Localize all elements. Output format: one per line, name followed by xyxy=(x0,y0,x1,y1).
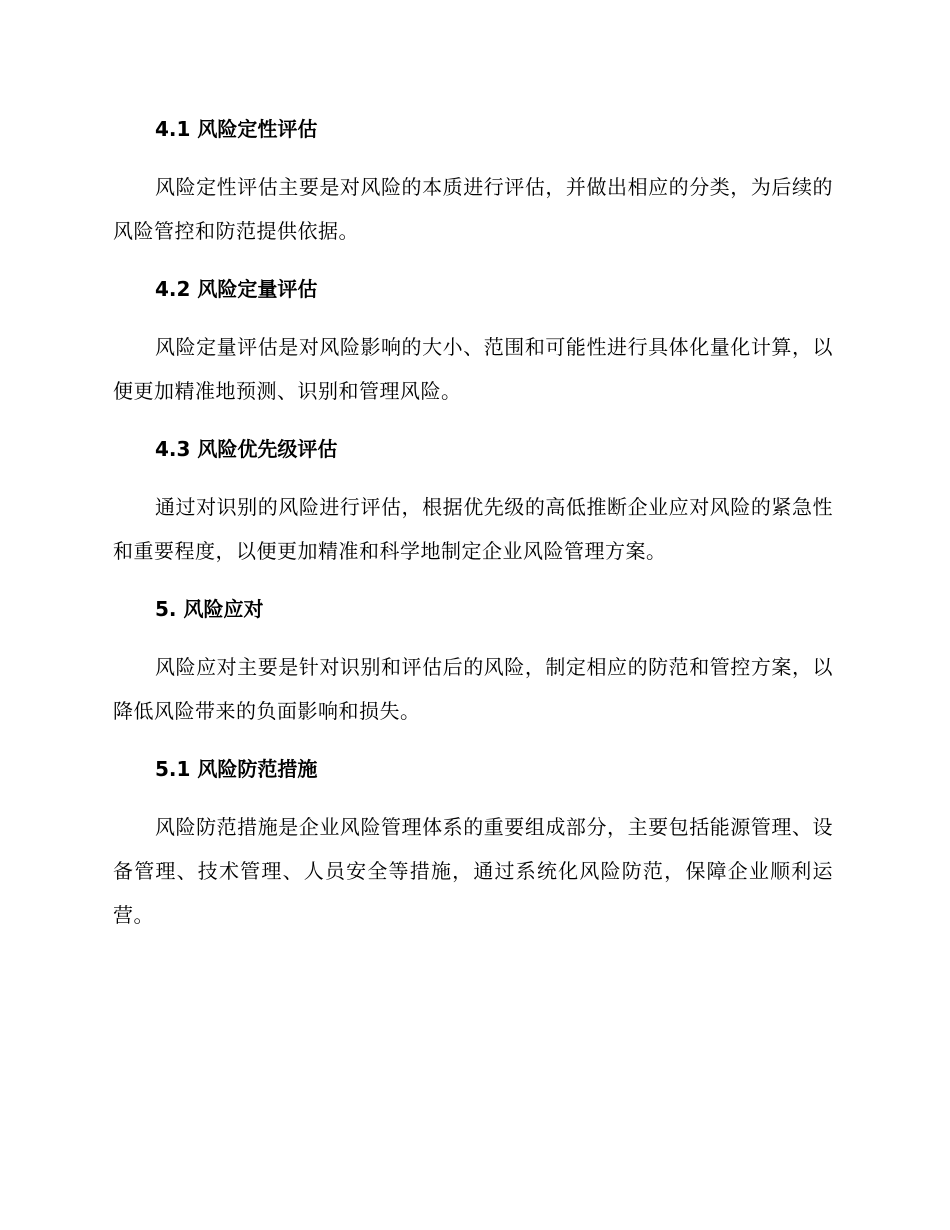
section-body-4-3: 通过对识别的风险进行评估，根据优先级的高低推断企业应对风险的紧急性和重要程度，以便更加精准和科学地制定企业风险管理方案。 xyxy=(113,495,833,563)
section-body-4-1: 风险定性评估主要是对风险的本质进行评估，并做出相应的分类，为后续的风险管控和防范提供依据。 xyxy=(113,175,833,243)
section-body-5: 风险应对主要是针对识别和评估后的风险，制定相应的防范和管控方案，以降低风险带来的负面影响和损失。 xyxy=(113,655,833,723)
section-heading-5: 5. 风险应对 xyxy=(155,597,264,621)
section-heading-4-3: 4.3 风险优先级评估 xyxy=(155,437,338,461)
section-body-5-1: 风险防范措施是企业风险管理体系的重要组成部分，主要包括能源管理、设备管理、技术管理、人员安全等措施，通过系统化风险防范，保障企业顺利运营。 xyxy=(113,815,833,927)
section-heading-5-1: 5.1 风险防范措施 xyxy=(155,757,318,781)
section-heading-4-1: 4.1 风险定性评估 xyxy=(155,117,318,141)
section-heading-4-2: 4.2 风险定量评估 xyxy=(155,277,318,301)
section-body-4-2: 风险定量评估是对风险影响的大小、范围和可能性进行具体化量化计算，以便更加精准地预测、识别和管理风险。 xyxy=(113,335,833,403)
